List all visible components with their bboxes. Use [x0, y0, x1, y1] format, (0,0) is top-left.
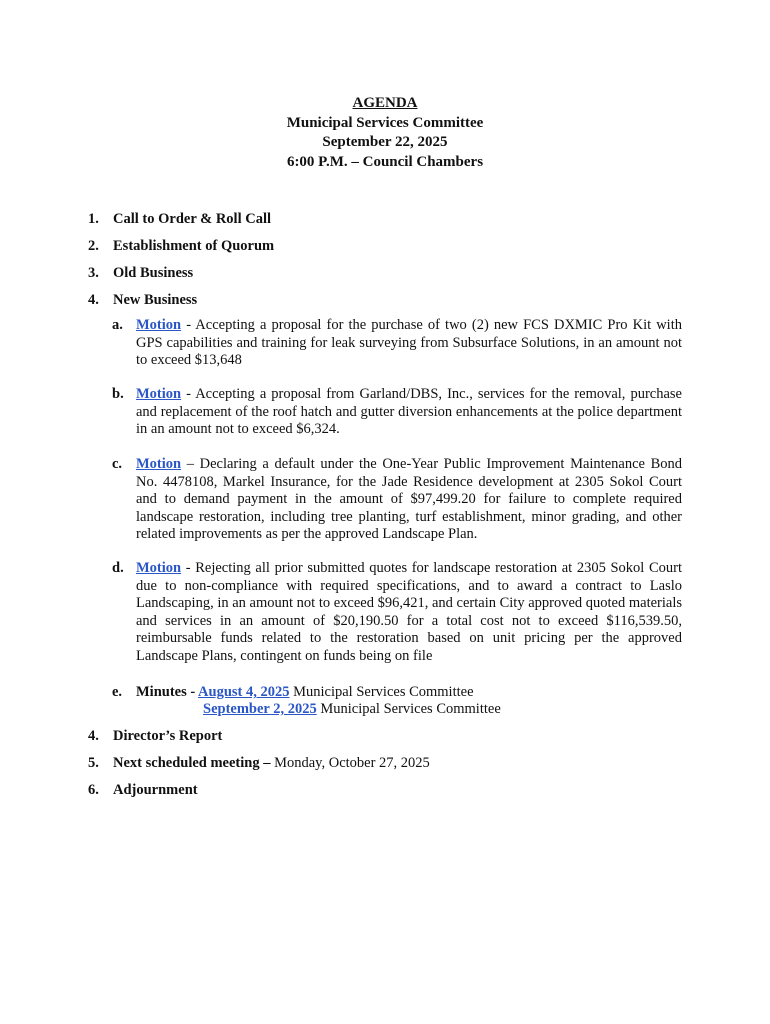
- minutes-link-august[interactable]: August 4, 2025: [198, 684, 290, 700]
- new-business-item-b: [112, 386, 682, 439]
- item-number: 4.: [88, 292, 99, 308]
- item-label: Next scheduled meeting –: [113, 755, 275, 771]
- new-business-item-c: [112, 456, 682, 544]
- agenda-item-call-to-order: [88, 210, 271, 228]
- meeting-date: September 22, 2025: [322, 134, 448, 150]
- item-label: Old Business: [113, 265, 194, 281]
- motion-link[interactable]: Motion: [136, 386, 182, 402]
- item-letter: c.: [112, 456, 123, 472]
- minutes-label: Minutes -: [136, 684, 199, 700]
- item-number: 1.: [88, 211, 99, 227]
- item-text: - Rejecting all prior submitted quotes for landscape restoration at 2305 Sokol Court due to non-compliance with required specifications, and to award a contract to Laslo Landscaping, in an amount not to exceed $96,421, and certain City approved quoted materials and services in an amount of $20,190.50 for a total cost not to exceed $116,539.50, reimbursable funds related to the restoration based on unit pricing per the approved Landscape Plans, contingent on funds being on file: [136, 560, 683, 664]
- agenda-item-new-business: [88, 291, 197, 309]
- agenda-item-adjournment: [88, 781, 198, 799]
- agenda-item-quorum: [88, 237, 274, 255]
- agenda-title: AGENDA: [352, 95, 418, 111]
- item-letter: d.: [112, 560, 124, 576]
- item-number: 6.: [88, 782, 99, 798]
- item-letter: b.: [112, 386, 124, 402]
- item-letter: a.: [112, 317, 123, 333]
- item-number: 5.: [88, 755, 99, 771]
- new-business-item-a: [112, 317, 682, 370]
- item-letter: e.: [112, 684, 123, 700]
- next-meeting-date: Monday, October 27, 2025: [274, 755, 430, 771]
- committee-name: Municipal Services Committee: [286, 114, 484, 131]
- meeting-time-place: 6:00 P.M. – Council Chambers: [286, 153, 484, 170]
- minutes-text: Municipal Services Committee: [289, 684, 474, 700]
- item-body: [136, 560, 682, 666]
- agenda-header: [0, 94, 770, 172]
- agenda-item-old-business: [88, 264, 193, 282]
- item-body: [136, 386, 682, 439]
- agenda-item-directors-report: [88, 727, 222, 745]
- minutes-text: Municipal Services Committee: [316, 701, 501, 717]
- item-number: 2.: [88, 238, 99, 254]
- motion-link[interactable]: Motion: [136, 456, 182, 472]
- item-label: Call to Order & Roll Call: [113, 211, 272, 227]
- item-label: New Business: [113, 292, 198, 308]
- minutes-link-september[interactable]: September 2, 2025: [203, 701, 317, 717]
- item-number: 4.: [88, 728, 99, 744]
- item-number: 3.: [88, 265, 99, 281]
- new-business-item-d: [112, 560, 682, 666]
- item-text: – Declaring a default under the One-Year Public Improvement Maintenance Bond No. 4478108, Markel Insurance, for the Jade Residence development at 2305 Sokol Court and to demand payment in the amount of $97,499.20 for failure to complete required landscape restoration, including tree planting, turf establishment, minor grading, and other related improvements as per the approved Landscape Plan.: [136, 456, 682, 543]
- item-text: - Accepting a proposal for the purchase of two (2) new FCS DXMIC Pro Kit with GPS capabilities and training for leak surveying from Subsurface Solutions, in an amount not to exceed $13,648: [136, 317, 682, 369]
- item-body: [136, 317, 682, 370]
- agenda-item-next-meeting: [88, 754, 430, 772]
- motion-link[interactable]: Motion: [136, 560, 182, 576]
- motion-link[interactable]: Motion: [136, 317, 182, 333]
- item-text: - Accepting a proposal from Garland/DBS, Inc., services for the removal, purchase and replacement of the roof hatch and gutter diversion enhancements at the police department in an amount not to exceed $6,324.: [136, 386, 682, 438]
- item-label: Adjournment: [113, 782, 198, 798]
- item-label: Director’s Report: [113, 728, 223, 744]
- item-body: [136, 456, 682, 544]
- item-label: Establishment of Quorum: [113, 238, 275, 254]
- minutes-item: [112, 683, 474, 701]
- minutes-item-second: [203, 700, 501, 718]
